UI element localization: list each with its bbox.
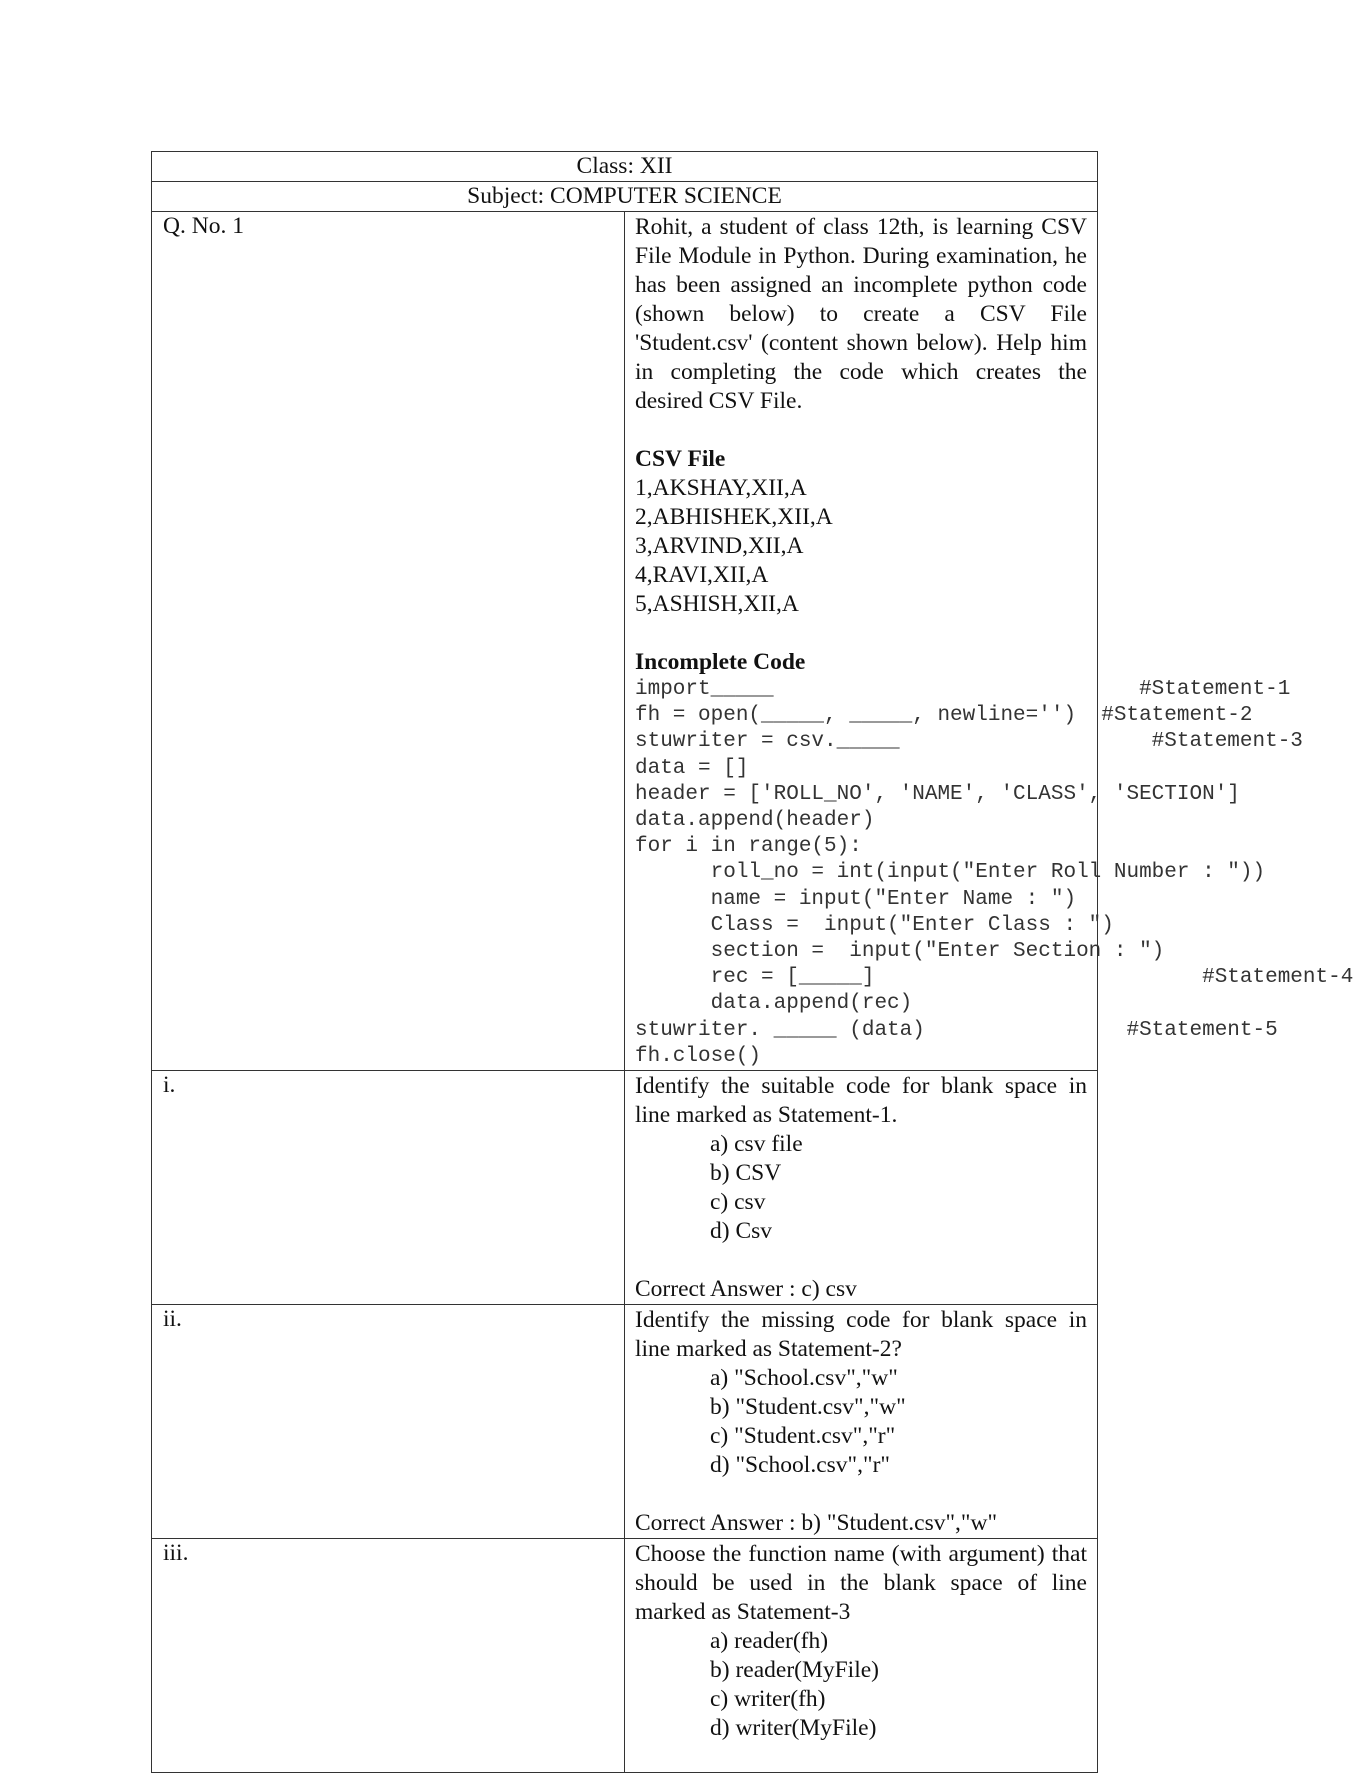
class-header: Class: XII bbox=[152, 152, 1098, 182]
subquestion-text: Identify the suitable code for blank space in line marked as Statement-1. bbox=[635, 1073, 1087, 1129]
subquestion-row-iii bbox=[152, 1539, 1098, 1773]
spacer bbox=[635, 1246, 1087, 1275]
csv-row: 5,ASHISH,XII,A bbox=[635, 591, 799, 617]
option-b: b) "Student.csv","w" bbox=[710, 1394, 906, 1421]
csv-row: 2,ABHISHEK,XII,A bbox=[635, 504, 833, 530]
spacer bbox=[635, 1480, 1087, 1509]
option-c: c) csv bbox=[710, 1189, 766, 1216]
question-row bbox=[152, 212, 1098, 1071]
option-d: d) writer(MyFile) bbox=[710, 1715, 877, 1742]
question-body bbox=[625, 212, 1353, 1071]
option-a: a) "School.csv","w" bbox=[710, 1365, 898, 1392]
subquestion-body bbox=[625, 1305, 1098, 1539]
option-c: c) "Student.csv","r" bbox=[710, 1423, 896, 1450]
option-b: b) reader(MyFile) bbox=[710, 1657, 879, 1684]
incomplete-code-block: import_____ #Statement-1 fh = open(_____, _____, newline='') #Statement-2 stuwriter = csv._____ #Statement-3 data = [] header = ['ROLL_NO', 'NAME', 'CLASS', 'SECTION'] data.append(header) for i in range(5): roll_no = int(input("Enter Roll Number : ")) name = input("Enter Name : ") Class = input("Enter Class : ") section = input("Enter Section : ") rec = [_____] #Statement-4 data.append(rec) stuwriter. _____ (data) #Statement-5 fh.close() bbox=[635, 678, 1353, 1068]
csv-file-heading: CSV File bbox=[635, 446, 726, 472]
option-d: d) Csv bbox=[710, 1218, 773, 1245]
spacer bbox=[635, 416, 1087, 445]
csv-row: 1,AKSHAY,XII,A bbox=[635, 475, 807, 501]
csv-row: 4,RAVI,XII,A bbox=[635, 562, 769, 588]
subquestion-row-ii bbox=[152, 1305, 1098, 1539]
question-intro: Rohit, a student of class 12th, is learning CSV File Module in Python. During examination, he has been assigned an incomplete python code (shown below) to create a CSV File 'Student.csv' (content shown below). Help him in completing the code which creates the desired CSV File. bbox=[635, 214, 1087, 414]
incomplete-code-heading: Incomplete Code bbox=[635, 649, 806, 675]
option-a: a) reader(fh) bbox=[710, 1628, 829, 1655]
option-a: a) csv file bbox=[710, 1131, 803, 1158]
subquestion-text: Choose the function name (with argument) that should be used in the blank space of line marked as Statement-3 bbox=[635, 1541, 1087, 1626]
spacer bbox=[635, 619, 1087, 648]
csv-row: 3,ARVIND,XII,A bbox=[635, 533, 804, 559]
correct-answer: Correct Answer : b) "Student.csv","w" bbox=[635, 1510, 998, 1537]
subquestion-label: ii. bbox=[152, 1305, 625, 1539]
option-c: c) writer(fh) bbox=[710, 1686, 826, 1713]
question-number: Q. No. 1 bbox=[152, 212, 625, 1071]
subquestion-body bbox=[625, 1539, 1098, 1773]
spacer bbox=[635, 1743, 1087, 1772]
correct-answer: Correct Answer : c) csv bbox=[635, 1276, 857, 1303]
subquestion-label: i. bbox=[152, 1071, 625, 1305]
subject-row bbox=[152, 182, 1098, 212]
subject-header: Subject: COMPUTER SCIENCE bbox=[152, 182, 1098, 212]
question-table bbox=[151, 151, 1353, 1773]
option-d: d) "School.csv","r" bbox=[710, 1452, 891, 1479]
subquestion-row-i bbox=[152, 1071, 1098, 1305]
subquestion-label: iii. bbox=[152, 1539, 625, 1773]
class-row bbox=[152, 152, 1098, 182]
subquestion-text: Identify the missing code for blank space in line marked as Statement-2? bbox=[635, 1307, 1087, 1363]
option-b: b) CSV bbox=[710, 1160, 782, 1187]
subquestion-body bbox=[625, 1071, 1098, 1305]
